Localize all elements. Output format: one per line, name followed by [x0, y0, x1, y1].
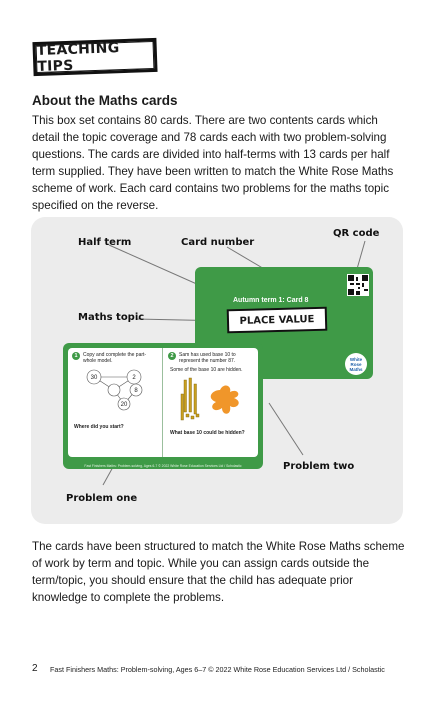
label-problem-one: Problem one — [66, 493, 138, 504]
splat-shape — [211, 386, 239, 414]
pw-value-2: 2 — [132, 375, 136, 381]
pw-value-4: 20 — [120, 402, 128, 408]
label-qr-code: QR code — [333, 228, 380, 239]
problem-two-panel — [164, 348, 258, 457]
label-problem-two: Problem two — [283, 461, 355, 472]
problem-two-subtext: Some of the base 10 are hidden. — [170, 367, 243, 373]
problem-one-panel — [68, 348, 163, 457]
card-front — [63, 343, 263, 469]
term-and-card-number: Autumn term 1: Card 8 — [233, 297, 309, 304]
teaching-tips-label: TEACHING TIPS — [36, 41, 155, 73]
page-footer: Fast Finishers Maths: Problem-solving, Ages 6–7 © 2022 White Rose Education Services Ltd / Scholastic — [50, 665, 385, 674]
problem-one-number: 1 — [72, 352, 80, 360]
closing-paragraph: The cards have been structured to match the White Rose Maths scheme of work by term and topic. While you can assign cards outside the term/topic, you should ensure that the child has adequate prior knowledge to complete the problems. — [32, 540, 405, 604]
pw-value-3: 8 — [134, 388, 138, 394]
problem-two-question: What base 10 could be hidden? — [170, 430, 245, 436]
card-footer-text: Fast Finishers Maths: Problem-solving, Ages 6-7 © 2022 White Rose Education Services Ltd / Scholastic — [84, 464, 242, 468]
problem-one-text: Copy and complete the part-whole model. — [83, 352, 147, 364]
problem-two-text: Sam has used base 10 to represent the number 87. — [179, 352, 236, 364]
teaching-tips-badge — [32, 38, 157, 76]
white-rose-maths-logo: White Rose Maths — [345, 353, 367, 375]
card-front-content — [68, 348, 258, 457]
problem-two-number: 2 — [168, 352, 176, 360]
topic-badge — [227, 307, 328, 334]
card-diagram — [31, 217, 403, 524]
base-ten-blocks-image — [172, 376, 252, 426]
part-whole-model — [74, 368, 154, 422]
qr-code-icon — [347, 274, 369, 296]
pw-value-1: 30 — [90, 375, 98, 381]
label-maths-topic: Maths topic — [78, 312, 145, 323]
topic-label: PLACE VALUE — [229, 309, 325, 332]
page-number: 2 — [32, 663, 38, 674]
label-card-number: Card number — [181, 237, 255, 248]
intro-paragraph: This box set contains 80 cards. There are two contents cards which detail the topic coverage and 78 cards each with two problem-solving questions. The cards are divided into half-terms with 13 cards per half term supplied. They have been written to match the White Rose Maths scheme of work. Each card contains two problems for the maths topic specified on the reverse. — [32, 114, 394, 212]
section-title: About the Maths cards — [32, 93, 178, 108]
label-half-term: Half term — [78, 237, 132, 248]
problem-one-question: Where did you start? — [74, 424, 124, 430]
